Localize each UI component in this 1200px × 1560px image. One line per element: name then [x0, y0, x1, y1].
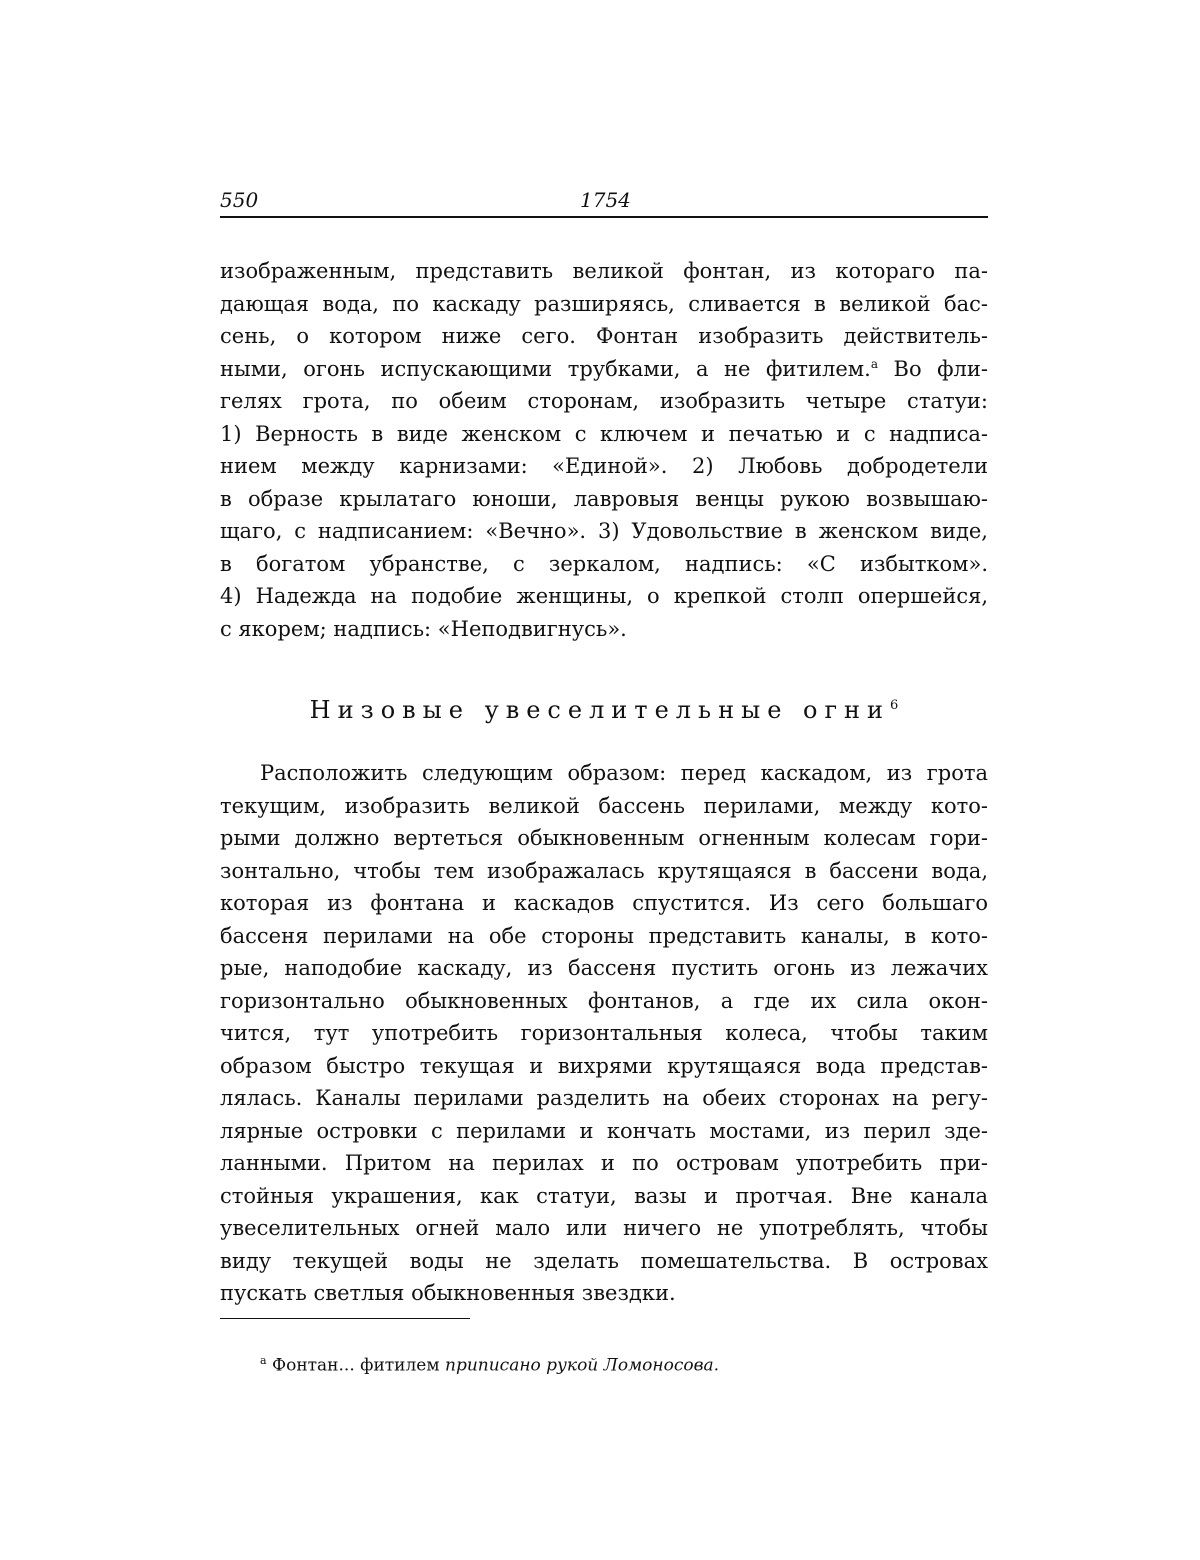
text-line: сень, о котором ниже сего. Фонтан изобразить действитель-	[220, 320, 988, 353]
section-title: Низовые увеселительные огни	[310, 696, 890, 724]
text-line: дающая вода, по каскаду разширяясь, сливается в великой бас-	[220, 288, 988, 321]
text-line: горизонтально обыкновенных фонтанов, а где их сила окон-	[220, 985, 988, 1018]
text-line: бассеня перилами на обе стороны представить каналы, в кото-	[220, 920, 988, 953]
section-heading	[220, 690, 988, 726]
text-line: лярные островки с перилами и кончать мостами, из перил зде-	[220, 1115, 988, 1148]
text-line: щаго, с надписанием: «Вечно». 3) Удовольствие в женском виде,	[220, 515, 988, 548]
page-number: 550	[220, 188, 258, 212]
running-head	[220, 188, 988, 218]
text-line: которая из фонтана и каскадов спустится. Из сего большаго	[220, 887, 988, 920]
text-line: пускать светлыя обыкновенныя звездки.	[220, 1277, 988, 1310]
footnote	[260, 1348, 719, 1379]
paragraph-1	[220, 255, 988, 645]
text-line: увеселительных огней мало или ничего не употреблять, чтобы	[220, 1212, 988, 1245]
paragraph-2	[220, 757, 988, 1310]
footnote-quote: Фонтан... фитилем	[272, 1356, 440, 1376]
text-line: 1) Верность в виде женском с ключем и печатью и с надписа-	[220, 418, 988, 451]
text-line: чится, тут употребить горизонтальныя колеса, чтобы таким	[220, 1017, 988, 1050]
text-line-segment: ными, огонь испускающими трубками, а не фитилем.	[220, 357, 871, 381]
text-line: зонтально, чтобы тем изображалась крутящаяся в бассени вода,	[220, 855, 988, 888]
text-line: Расположить следующим образом: перед каскадом, из грота	[220, 757, 988, 790]
text-line: ланными. Притом на перилах и по островам употребить при-	[220, 1147, 988, 1180]
section-note-number: 6	[890, 698, 898, 713]
text-line: 4) Надежда на подобие женщины, о крепкой столп опершейся,	[220, 580, 988, 613]
footnote-divider	[220, 1318, 470, 1319]
text-line: лялась. Каналы перилами разделить на обеих сторонах на регу-	[220, 1082, 988, 1115]
text-line-segment: Во фли-	[878, 357, 988, 381]
text-line: гелях грота, по обеим сторонам, изобразить четыре статуи:	[220, 385, 988, 418]
year-heading: 1754	[580, 188, 631, 212]
text-line: рые, наподобие каскаду, из бассеня пустить огонь из лежачих	[220, 952, 988, 985]
text-line: образом быстро текущая и вихрями крутящаяся вода представ-	[220, 1050, 988, 1083]
text-line: в образе крылатаго юноши, лавровыя венцы рукою возвышаю-	[220, 483, 988, 516]
text-line: текущим, изобразить великой бассень перилами, между кото-	[220, 790, 988, 823]
text-line: стойныя украшения, как статуи, вазы и протчая. Вне канала	[220, 1180, 988, 1213]
text-line: рыми должно вертеться обыкновенным огненным колесам гори-	[220, 822, 988, 855]
text-line: виду текущей воды не зделать помешательства. В островах	[220, 1245, 988, 1278]
footnote-mark: а	[260, 1354, 267, 1367]
text-line: в богатом убранстве, с зеркалом, надпись: «С избытком».	[220, 548, 988, 581]
footnote-marker-a: а	[871, 357, 878, 371]
text-line: с якорем; надпись: «Неподвигнусь».	[220, 613, 988, 646]
text-line-with-note	[220, 353, 988, 386]
footnote-text: приписано рукой Ломоносова.	[445, 1356, 719, 1376]
text-line: нием между карнизами: «Единой». 2) Любовь добродетели	[220, 450, 988, 483]
text-line: изображенным, представить великой фонтан, из котораго па-	[220, 255, 988, 288]
book-page	[0, 0, 1200, 1560]
